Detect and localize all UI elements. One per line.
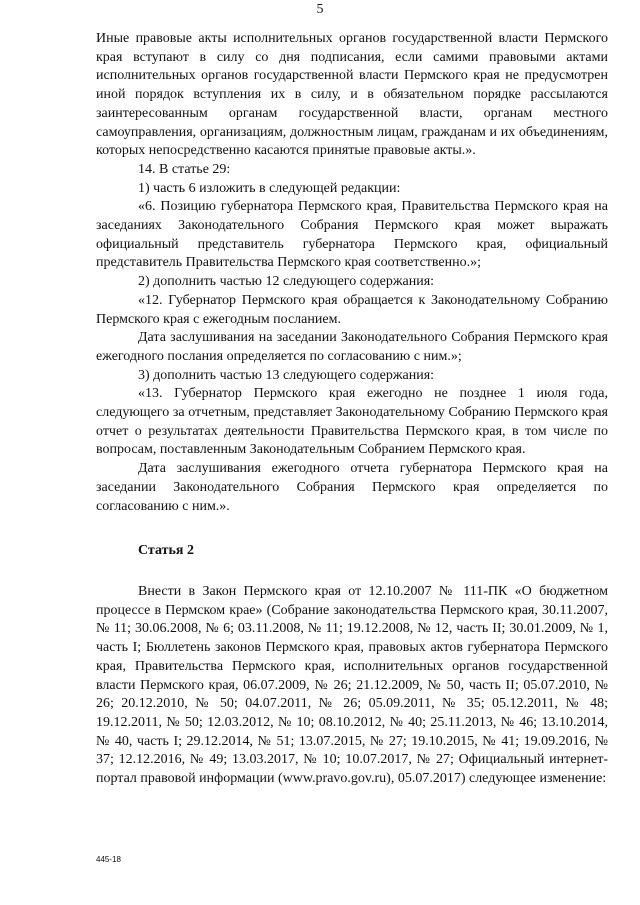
document-code: 445-18 [96, 855, 121, 864]
paragraph: «6. Позицию губернатора Пермского края, Правительства Пермского края на заседаниях Законодательного Собрания Пермского края может выражать официальный представитель губернатора Пермского края, официальный представитель Правительства Пермского края соответственно.»; [96, 199, 608, 271]
paragraph: Дата заслушивания ежегодного отчета губернатора Пермского края на заседании Законодательного Собрания Пермского края определяется по согласованию с ним.». [96, 461, 608, 514]
paragraph: Дата заслушивания на заседании Законодательного Собрания Пермского края ежегодного послания определяется по согласованию с ним.»; [96, 330, 608, 364]
paragraph: 14. В статье 29: [138, 161, 231, 177]
page-number: 5 [316, 2, 324, 17]
paragraph: 2) дополнить частью 12 следующего содержания: [138, 274, 435, 290]
paragraph: 3) дополнить частью 13 следующего содержания: [138, 367, 435, 383]
article-heading: Статья 2 [138, 543, 194, 559]
paragraph: 1) часть 6 изложить в следующей редакции: [138, 180, 401, 196]
paragraph: «13. Губернатор Пермского края ежегодно не позднее 1 июля года, следующего за отчетным, представляет Законодательному Собранию Пермского края отчет о результатах деятельности Правительства Пермского края, в том числе по вопросам, поставленным Законодательным Собранием Пермского края. [96, 386, 608, 458]
paragraph: «12. Губернатор Пермского края обращается к Законодательному Собранию Пермского края с ежегодным посланием. [96, 292, 608, 327]
paragraph: Внести в Закон Пермского края от 12.10.2007 № 111-ПК «О бюджетном процессе в Пермском крае» (Собрание законодательства Пермского края, 30.11.2007, № 11; 30.06.2008, № 6; 03.11.2008, № 11; 19.12.2008, № 12, часть II; 30.01.2009, № 1, часть I; Бюллетень законов Пермского края, правовых актов губернатора Пермского края, Правительства Пермского края, исполнительных органов государственной власти Пермского края, 06.07.2009, № 26; 21.12.2009, № 50, часть II; 05.07.2010, № 26; 20.12.2010, № 50; 04.07.2011, № 26; 05.09.2011, № 35; 05.12.2011, № 48; 19.12.2011, № 50; 12.03.2012, № 10; 08.10.2012, № 40; 25.11.2013, № 46; 13.10.2014, № 40, часть I; 29.12.2014, № 51; 13.07.2015, № 27; 19.10.2015, № 41; 19.09.2016, № 37; 12.12.2016, № 49; 13.03.2017, № 10; 10.07.2017, № 27; Официальный интернет-портал правовой информации (www.pravo.gov.ru), 05.07.2017) следующее изменение: [96, 583, 608, 787]
paragraph: Иные правовые акты исполнительных органов государственной власти Пермского края вступают в силу со дня подписания, если самими правовыми актами исполнительных органов государственной власти Пермского края не предусмотрен иной порядок вступления их в силу, и в обязательном порядке рассылаются заинтересованным органам государственной власти, органам местного самоуправления, организациям, должностным лицам, гражданам и их объединениям, которых непосредственно касаются принятые правовые акты.». [96, 31, 608, 159]
document-body [96, 30, 608, 789]
